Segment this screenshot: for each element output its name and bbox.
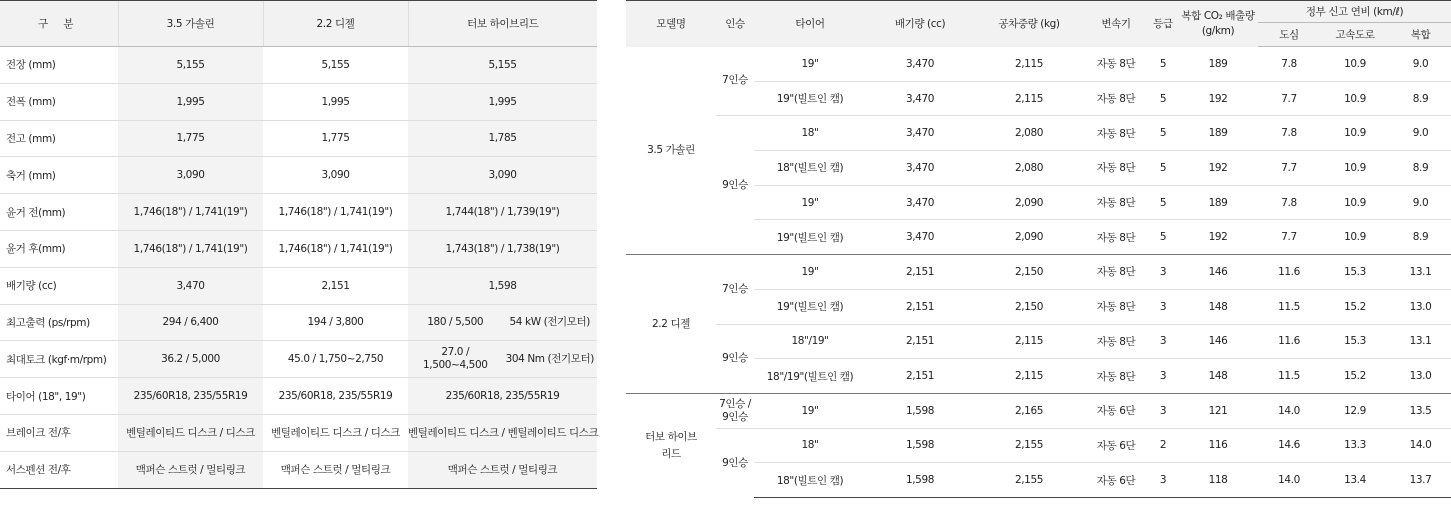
spec-value-gasoline: 294 / 6,400 [118,304,263,341]
fuel-grade: 5 [1148,116,1178,151]
spec-value-hybrid [408,120,597,157]
fuel-transmission: 자동 8단 [1084,359,1148,394]
spec-value-hybrid-text: 벤틸레이티드 디스크 / 벤틸레이티드 디스크 [408,427,599,440]
spec-header-diesel: 2.2 디젤 [263,1,408,47]
fuel-combined: 9.0 [1390,116,1451,151]
fuel-header-grade: 등급 [1148,1,1178,47]
fuel-weight: 2,115 [974,324,1084,359]
spec-value-hybrid [408,230,597,267]
spec-row [0,341,597,378]
fuel-tire: 19"(빌트인 캠) [754,81,866,116]
spec-header-hybrid: 터보 하이브리드 [408,1,597,47]
spec-value-hybrid-text: 맥퍼슨 스트럿 / 멀티링크 [447,464,558,477]
fuel-weight: 2,155 [974,428,1084,463]
fuel-tire: 19" [754,255,866,290]
fuel-city: 7.7 [1258,81,1320,116]
fuel-grade: 3 [1148,324,1178,359]
spec-row-label: 서스펜션 전/후 [0,451,118,488]
fuel-city: 11.6 [1258,324,1320,359]
fuel-seats [716,255,754,324]
fuel-model [626,255,716,394]
fuel-grade: 5 [1148,151,1178,186]
spec-value-gasoline: 36.2 / 5,000 [118,341,263,378]
fuel-co2: 192 [1178,151,1258,186]
fuel-header-co2-label: 복합 CO₂ 배출량 (g/km) [1181,9,1255,37]
spec-row-label: 윤거 후(mm) [0,230,118,267]
fuel-model [626,393,716,497]
spec-row-label: 윤거 전(mm) [0,194,118,231]
fuel-grade: 5 [1148,81,1178,116]
spec-value-hybrid [408,451,597,488]
fuel-co2: 189 [1178,185,1258,220]
fuel-header-row-1 [626,1,1451,23]
fuel-co2: 148 [1178,289,1258,324]
spec-value-hybrid-split [408,305,597,341]
fuel-city: 14.6 [1258,428,1320,463]
spec-value-hybrid [408,304,597,341]
spec-value-hybrid [408,83,597,120]
fuel-combined: 9.0 [1412,57,1429,70]
fuel-tire: 18"(빌트인 캠) [754,463,866,498]
fuel-seats [716,324,754,393]
fuel-row [626,116,1451,151]
fuel-grade: 3 [1148,359,1178,394]
fuel-co2: 192 [1178,81,1258,116]
fuel-seats-label: 9인승 [722,352,748,365]
fuel-city: 11.5 [1258,359,1320,394]
fuel-co2: 189 [1178,116,1258,151]
fuel-tire: 18"/19" [754,324,866,359]
spec-value-diesel: 5,155 [321,58,350,71]
fuel-co2: 148 [1178,359,1258,394]
fuel-model-label: 터보 하이브리드 [645,430,697,460]
spec-row [0,47,597,84]
fuel-weight: 2,090 [974,185,1084,220]
fuel-row [626,255,1451,290]
spec-value-hybrid [408,414,597,451]
fuel-transmission: 자동 8단 [1084,151,1148,186]
fuel-displacement: 2,151 [866,359,974,394]
fuel-grade: 5 [1148,220,1178,255]
fuel-tire: 18" [754,116,866,151]
spec-value-gasoline: 3,470 [118,267,263,304]
fuel-header-combined: 복합 [1390,23,1451,47]
spec-value-hybrid [408,194,597,231]
spec-row [0,304,597,341]
fuel-header-displacement: 배기량 (cc) [866,1,974,47]
spec-row [0,230,597,267]
spec-value-hybrid-engine: 180 / 5,500 [427,315,484,328]
fuel-row [626,47,1451,82]
fuel-co2: 118 [1178,463,1258,498]
spec-body [0,47,597,489]
fuel-row [626,324,1451,359]
spec-value-diesel: 1,995 [263,83,408,120]
spec-row [0,378,597,415]
fuel-header-efficiency: 정부 신고 연비 (km/ℓ) [1258,1,1451,23]
fuel-seats-label: 7인승 [722,282,748,295]
spec-value-diesel: 맥퍼슨 스트럿 / 멀티링크 [263,451,408,488]
fuel-tire: 19" [754,393,866,428]
fuel-city: 7.8 [1258,116,1320,151]
fuel-combined: 8.9 [1390,151,1451,186]
spec-value-gasoline: 5,155 [118,47,263,84]
fuel-tire: 18"/19"(빌트인 캠) [754,359,866,394]
fuel-combined: 8.9 [1390,220,1451,255]
fuel-weight: 2,150 [974,255,1084,290]
spec-value-gasoline: 3,090 [118,157,263,194]
spec-value-diesel: 45.0 / 1,750~2,750 [263,341,408,378]
fuel-transmission: 자동 8단 [1096,58,1136,71]
fuel-economy-table [626,0,1451,498]
spec-value-hybrid-text: 1,744(18") / 1,739(19") [445,206,560,219]
fuel-displacement: 1,598 [866,428,974,463]
fuel-highway: 13.4 [1320,463,1390,498]
spec-value-hybrid-split [408,341,597,377]
spec-value-gasoline: 맥퍼슨 스트럿 / 멀티링크 [118,451,263,488]
fuel-header-weight: 공차중량 (kg) [974,1,1084,47]
fuel-highway: 13.3 [1320,428,1390,463]
fuel-displacement: 3,470 [866,185,974,220]
fuel-transmission: 자동 8단 [1084,255,1148,290]
fuel-row [626,393,1451,428]
spec-value-diesel: 194 / 3,800 [263,304,408,341]
spec-row [0,414,597,451]
fuel-weight: 2,155 [974,463,1084,498]
fuel-seats [716,47,754,116]
fuel-header-co2 [1178,1,1258,47]
fuel-co2: 116 [1178,428,1258,463]
fuel-transmission: 자동 8단 [1084,324,1148,359]
spec-value-hybrid [408,378,597,415]
spec-value-hybrid-text: 1,785 [488,132,517,145]
fuel-model-label: 3.5 가솔린 [647,143,695,156]
fuel-highway: 15.2 [1320,359,1390,394]
spec-value-hybrid-text: 1,598 [488,279,517,292]
spec-value-diesel: 2,151 [263,267,408,304]
fuel-row [626,428,1451,463]
fuel-combined: 13.1 [1390,255,1451,290]
spec-row-label: 전고 (mm) [0,120,118,157]
fuel-weight: 2,090 [974,220,1084,255]
fuel-highway: 12.9 [1320,393,1390,428]
spec-row-label: 축거 (mm) [0,157,118,194]
fuel-displacement: 2,151 [866,324,974,359]
spec-value-gasoline: 1,995 [118,83,263,120]
fuel-city: 7.8 [1281,57,1297,70]
fuel-tire: 19" [801,57,819,70]
spec-header-category: 구 분 [0,1,118,47]
fuel-grade: 3 [1148,289,1178,324]
spec-value-hybrid [408,47,597,84]
fuel-transmission: 자동 6단 [1084,428,1148,463]
spec-value-gasoline: 벤틸레이티드 디스크 / 디스크 [118,414,263,451]
fuel-transmission: 자동 8단 [1084,81,1148,116]
fuel-transmission: 자동 6단 [1084,463,1148,498]
spec-row [0,194,597,231]
spec-value-hybrid-text: 1,743(18") / 1,738(19") [445,242,560,255]
spec-value-hybrid-text: 235/60R18, 235/55R19 [445,390,560,403]
spec-value-hybrid-motor: 304 Nm (전기모터) [505,352,594,365]
fuel-combined: 13.1 [1390,324,1451,359]
fuel-combined: 9.0 [1390,185,1451,220]
fuel-weight: 2,080 [974,116,1084,151]
fuel-seats [716,393,754,428]
spec-value-hybrid-motor: 54 kW (전기모터) [509,315,590,328]
fuel-transmission: 자동 8단 [1084,116,1148,151]
spec-header-row [0,1,597,47]
spec-value-diesel: 235/60R18, 235/55R19 [263,378,408,415]
fuel-displacement: 3,470 [866,116,974,151]
fuel-city: 11.5 [1258,289,1320,324]
spec-value-hybrid-engine: 27.0 / 1,500~4,500 [422,346,488,372]
fuel-displacement: 3,470 [866,81,974,116]
fuel-co2: 146 [1178,324,1258,359]
fuel-co2: 121 [1178,393,1258,428]
fuel-transmission: 자동 6단 [1084,393,1148,428]
spec-row [0,157,597,194]
spec-value-gasoline: 1,746(18") / 1,741(19") [118,230,263,267]
spec-row-label: 최고출력 (ps/rpm) [0,304,118,341]
spec-row [0,267,597,304]
fuel-highway: 10.9 [1320,116,1390,151]
fuel-header-seats: 인승 [716,1,754,47]
spec-value-gasoline: 1,775 [118,120,263,157]
fuel-displacement: 2,151 [866,255,974,290]
fuel-combined: 14.0 [1390,428,1451,463]
fuel-transmission: 자동 8단 [1084,289,1148,324]
fuel-displacement: 3,470 [905,57,935,70]
spec-value-hybrid-text: 1,995 [488,95,517,108]
fuel-seats-label: 9인승 [722,456,748,469]
spec-row [0,83,597,120]
spec-value-gasoline: 235/60R18, 235/55R19 [118,378,263,415]
fuel-city: 7.7 [1258,151,1320,186]
fuel-city: 7.8 [1258,185,1320,220]
fuel-combined: 13.5 [1390,393,1451,428]
fuel-seats [716,116,754,255]
fuel-tire: 19"(빌트인 캠) [754,289,866,324]
fuel-combined: 13.7 [1390,463,1451,498]
fuel-header-transmission: 변속기 [1084,1,1148,47]
fuel-co2: 189 [1208,57,1228,70]
fuel-header-highway: 고속도로 [1320,23,1390,47]
fuel-combined: 13.0 [1390,289,1451,324]
fuel-co2: 192 [1178,220,1258,255]
spec-value-diesel: 3,090 [263,157,408,194]
fuel-highway: 10.9 [1344,57,1366,70]
fuel-weight: 2,115 [1014,57,1044,70]
spec-value-hybrid [408,157,597,194]
fuel-highway: 10.9 [1320,151,1390,186]
spec-value-hybrid-text: 5,155 [488,58,517,71]
spec-value-hybrid [408,267,597,304]
fuel-tire: 18" [754,428,866,463]
fuel-city: 11.6 [1258,255,1320,290]
spec-value-diesel: 벤틸레이티드 디스크 / 디스크 [263,414,408,451]
fuel-displacement: 2,151 [866,289,974,324]
fuel-displacement: 3,470 [866,151,974,186]
fuel-highway: 15.3 [1320,324,1390,359]
fuel-highway: 15.3 [1320,255,1390,290]
fuel-weight: 2,080 [974,151,1084,186]
spec-row [0,120,597,157]
spec-row-label: 전폭 (mm) [0,83,118,120]
fuel-highway: 10.9 [1320,81,1390,116]
spec-value-hybrid [408,341,597,378]
spec-header-gasoline: 3.5 가솔린 [118,1,263,47]
fuel-combined: 8.9 [1390,81,1451,116]
spec-value-diesel: 1,746(18") / 1,741(19") [263,194,408,231]
fuel-grade: 3 [1148,393,1178,428]
fuel-grade: 5 [1159,57,1167,70]
spec-row-label: 타이어 (18", 19") [0,378,118,415]
fuel-city: 14.0 [1258,463,1320,498]
spec-value-hybrid-text: 3,090 [488,169,517,182]
spec-row [0,451,597,488]
fuel-grade: 2 [1148,428,1178,463]
fuel-tire: 19" [754,185,866,220]
fuel-tire: 19"(빌트인 캠) [754,220,866,255]
fuel-weight: 2,115 [974,359,1084,394]
fuel-header-city: 도심 [1258,23,1320,47]
fuel-body [626,47,1451,498]
fuel-grade: 3 [1148,463,1178,498]
fuel-highway: 10.9 [1320,220,1390,255]
spec-row-label: 전장 (mm) [6,59,56,72]
fuel-weight: 2,165 [974,393,1084,428]
fuel-transmission: 자동 8단 [1084,220,1148,255]
spec-value-diesel: 1,775 [263,120,408,157]
spec-value-gasoline: 1,746(18") / 1,741(19") [118,194,263,231]
spec-row-label: 배기량 (cc) [0,267,118,304]
fuel-transmission: 자동 8단 [1084,185,1148,220]
fuel-weight: 2,115 [974,81,1084,116]
spec-value-diesel: 1,746(18") / 1,741(19") [263,230,408,267]
fuel-displacement: 1,598 [866,463,974,498]
fuel-model [626,47,716,255]
fuel-city: 7.7 [1258,220,1320,255]
fuel-seats-label: 9인승 [722,178,748,191]
fuel-header-model: 모델명 [626,1,716,47]
fuel-city: 14.0 [1258,393,1320,428]
fuel-displacement: 3,470 [866,220,974,255]
fuel-seats-label: 7인승 [722,74,748,87]
fuel-grade: 5 [1148,185,1178,220]
fuel-displacement: 1,598 [866,393,974,428]
fuel-grade: 3 [1148,255,1178,290]
spec-table [0,0,597,489]
fuel-header-tire: 타이어 [754,1,866,47]
fuel-model-label: 2.2 디젤 [652,317,690,330]
fuel-highway: 15.2 [1320,289,1390,324]
fuel-co2: 146 [1178,255,1258,290]
fuel-combined: 13.0 [1390,359,1451,394]
fuel-weight: 2,150 [974,289,1084,324]
spec-row-label: 브레이크 전/후 [0,414,118,451]
fuel-highway: 10.9 [1320,185,1390,220]
spec-row-label: 최대토크 (kgf·m/rpm) [0,341,118,378]
fuel-tire: 18"(빌트인 캠) [754,151,866,186]
fuel-seats [716,428,754,497]
fuel-seats-label: 7인승 / 9인승 [719,397,751,423]
